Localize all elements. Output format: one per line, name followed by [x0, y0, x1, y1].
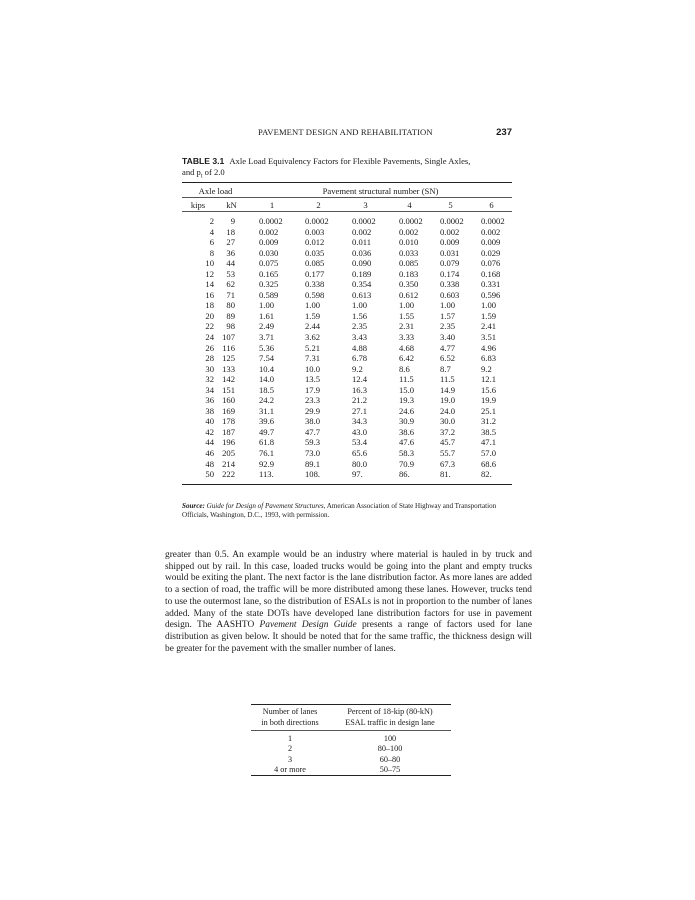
- cell-kn: 196: [222, 437, 235, 448]
- cell-sn4: 11.5: [399, 374, 414, 385]
- cell-sn2: 0.035: [305, 247, 325, 258]
- cell-kips: 36: [205, 395, 214, 406]
- cell-kips: 14: [205, 279, 214, 290]
- cell-percent: 80–100: [377, 744, 403, 754]
- cell-percent: 100: [383, 734, 397, 743]
- cell-kn: 125: [222, 353, 235, 364]
- cell-sn2: 17.9: [305, 384, 321, 395]
- cell-sn3: 27.1: [352, 405, 368, 416]
- lane-distribution-table: [251, 704, 451, 776]
- cell-sn6: 6.83: [481, 353, 497, 364]
- cell-kips: 20: [205, 310, 214, 321]
- cell-sn2: 0.598: [305, 289, 325, 300]
- cell-sn3: 34.3: [352, 416, 368, 427]
- cell-percent: 50–75: [329, 765, 451, 776]
- cell-sn6: 0.168: [481, 268, 501, 279]
- table-row: [182, 311, 512, 322]
- cell-sn2: 0.177: [305, 268, 325, 279]
- cell-sn2: 0.003: [305, 226, 325, 237]
- cell-sn3: 9.2: [352, 363, 363, 374]
- cell-sn2: 5.21: [305, 342, 321, 353]
- table-row: [182, 269, 512, 280]
- col-header-kips: kips: [182, 198, 214, 212]
- cell-sn5: 2.35: [440, 321, 456, 332]
- cell-sn2: 59.3: [305, 437, 321, 448]
- cell-lanes: 3: [287, 754, 293, 764]
- cell-kn: 36: [226, 247, 235, 258]
- caption-text: Axle Load Equivalency Factors for Flexible Pavements, Single Axles,: [229, 156, 471, 166]
- cell-sn5: 0.031: [440, 247, 460, 258]
- cell-kn: 107: [222, 332, 235, 343]
- cell-kips: 24: [205, 332, 214, 343]
- cell-lanes: 4 or more: [251, 765, 329, 776]
- cell-sn5: 0.009: [440, 237, 460, 248]
- cell-sn3: 16.3: [352, 384, 368, 395]
- cell-sn1: 5.36: [259, 342, 275, 353]
- table-label: TABLE 3.1: [182, 156, 225, 166]
- cell-lanes: 2: [287, 744, 293, 754]
- source-label: Source:: [182, 502, 205, 510]
- cell-sn6: 38.5: [481, 426, 497, 437]
- cell-sn1: 0.009: [259, 237, 279, 248]
- cell-sn1: 14.0: [259, 374, 275, 385]
- cell-kn: 178: [222, 416, 235, 427]
- cell-kips: 16: [205, 289, 214, 300]
- table-row: [182, 237, 512, 248]
- cell-sn1: 113.: [249, 469, 295, 484]
- cell-sn3: 3.43: [352, 332, 368, 343]
- cell-sn6: 0.029: [481, 247, 501, 258]
- cell-kn: 214: [222, 458, 235, 469]
- cell-sn3: 0.011: [352, 237, 372, 248]
- cell-sn3: 0.036: [352, 247, 372, 258]
- cell-sn3: 43.0: [352, 426, 368, 437]
- cell-sn5: 11.5: [440, 374, 455, 385]
- cell-sn5: 14.9: [440, 384, 456, 395]
- table-row: [182, 469, 512, 484]
- axle-load-group-header: Axle load: [182, 183, 249, 198]
- lane-row: [251, 755, 451, 765]
- cell-kips: 28: [205, 353, 214, 364]
- cell-sn1: 24.2: [259, 395, 275, 406]
- cell-kn: 9: [230, 216, 235, 226]
- axle-load-equivalency-table: [182, 182, 512, 485]
- cell-sn4: 24.6: [399, 405, 415, 416]
- cell-sn1: 0.030: [259, 247, 279, 258]
- group-header-row: [182, 183, 512, 198]
- page-header: [182, 127, 512, 141]
- page-number: 237: [496, 127, 512, 138]
- cell-sn3: 6.78: [352, 353, 368, 364]
- col-header-sn5: 5: [430, 198, 471, 212]
- cell-sn6: 0.596: [481, 289, 501, 300]
- cell-sn2: 2.44: [305, 321, 321, 332]
- cell-sn5: 0.002: [440, 226, 460, 237]
- table-row: [182, 258, 512, 269]
- cell-sn6: 68.6: [481, 458, 497, 469]
- cell-sn4: 0.0002: [399, 216, 423, 226]
- cell-sn4: 47.6: [399, 437, 415, 448]
- cell-sn4: 0.085: [399, 258, 419, 269]
- cell-kn: 53: [226, 268, 235, 279]
- cell-kn: 18: [226, 226, 235, 237]
- cell-sn1: 3.71: [259, 332, 275, 343]
- cell-sn6: 15.6: [481, 384, 497, 395]
- cell-kips: 40: [205, 416, 214, 427]
- cell-sn1: 31.1: [259, 405, 275, 416]
- table-row: [182, 427, 512, 438]
- cell-sn1: 61.8: [259, 437, 275, 448]
- cell-kips: 6: [209, 237, 214, 248]
- cell-sn2: 7.31: [305, 353, 321, 364]
- cell-sn2: 3.62: [305, 332, 321, 343]
- cell-kips: 12: [205, 268, 214, 279]
- cell-kips: 18: [205, 300, 214, 311]
- table-row: [182, 321, 512, 332]
- lane-row: [251, 744, 451, 754]
- cell-sn2: 73.0: [305, 448, 321, 459]
- table-row: [182, 416, 512, 427]
- cell-sn5: 55.7: [440, 448, 456, 459]
- cell-sn1: 1.00: [259, 300, 275, 311]
- cell-sn1: 0.165: [259, 268, 279, 279]
- cell-sn2: 1.00: [305, 300, 321, 311]
- cell-kn: 205: [222, 448, 235, 459]
- cell-sn4: 0.183: [399, 268, 419, 279]
- cell-sn1: 0.002: [259, 226, 279, 237]
- table-row: [182, 406, 512, 417]
- cell-sn4: 15.0: [399, 384, 415, 395]
- cell-sn1: 76.1: [259, 448, 275, 459]
- cell-sn4: 4.68: [399, 342, 415, 353]
- col-header-sn6: 6: [471, 198, 512, 212]
- table-row: [182, 248, 512, 259]
- cell-sn2: 23.3: [305, 395, 321, 406]
- cell-sn3: 12.4: [352, 374, 368, 385]
- cell-sn2: 47.7: [305, 426, 321, 437]
- cell-sn5: 45.7: [440, 437, 456, 448]
- table-row: [182, 300, 512, 311]
- table-row: [182, 212, 512, 227]
- cell-sn5: 0.079: [440, 258, 460, 269]
- cell-kn: 160: [222, 395, 235, 406]
- cell-kn: 71: [226, 289, 235, 300]
- cell-kips: 46: [205, 448, 214, 459]
- paragraph-italic-title: Pavement Design Guide: [259, 620, 357, 631]
- col-header-kn: kN: [214, 198, 249, 212]
- lane-header-row: [251, 705, 451, 731]
- lane-col-header-lanes: [251, 705, 329, 731]
- cell-kn: 62: [226, 279, 235, 290]
- cell-sn3: 0.002: [352, 226, 372, 237]
- cell-sn5: 1.57: [440, 310, 456, 321]
- paragraph-text-2: presents a range of factors used for lane distribution as given below. It should be noted that for the same traffic, the thickness design will be greater for the pavement with the smaller number of lanes.: [165, 620, 533, 654]
- lane-col-header-percent: [329, 705, 451, 731]
- cell-kips: 10: [205, 258, 214, 269]
- cell-sn3: 2.35: [352, 321, 368, 332]
- cell-sn6: 4.96: [481, 342, 497, 353]
- cell-sn5: 67.3: [440, 458, 456, 469]
- cell-lanes: 1: [287, 734, 293, 743]
- cell-sn6: 1.00: [481, 300, 497, 311]
- cell-kips: 2: [209, 216, 214, 226]
- cell-sn1: 39.6: [259, 416, 275, 427]
- cell-kn: 27: [226, 237, 235, 248]
- running-title: PAVEMENT DESIGN AND REHABILITATION: [258, 127, 433, 137]
- cell-sn1: 92.9: [259, 458, 275, 469]
- cell-sn3: 0.0002: [352, 216, 376, 226]
- cell-sn6: 0.0002: [481, 216, 505, 226]
- cell-kips: 48: [205, 458, 214, 469]
- cell-sn1: 0.0002: [259, 216, 283, 226]
- caption-subscript: t: [200, 173, 203, 180]
- cell-sn5: 8.7: [440, 363, 451, 374]
- cell-kips: 38: [205, 405, 214, 416]
- cell-sn1: 18.5: [259, 384, 275, 395]
- cell-kips: 4: [209, 226, 214, 237]
- cell-sn2: 13.5: [305, 374, 321, 385]
- table-row: [182, 353, 512, 364]
- column-header-row: [182, 198, 512, 212]
- cell-sn4: 70.9: [399, 458, 415, 469]
- lane-row: [251, 731, 451, 745]
- cell-sn2: 10.0: [305, 363, 321, 374]
- cell-kn: 133: [222, 363, 235, 374]
- cell-kips: 50: [182, 469, 214, 484]
- cell-kips: 8: [209, 247, 214, 258]
- cell-sn6: 25.1: [481, 405, 497, 416]
- cell-sn3: 65.6: [352, 448, 368, 459]
- caption-text-2: and p: [182, 167, 201, 177]
- cell-sn4: 8.6: [399, 363, 410, 374]
- cell-sn1: 0.325: [259, 279, 279, 290]
- cell-sn6: 0.076: [481, 258, 501, 269]
- table-row: [182, 374, 512, 385]
- cell-sn4: 0.033: [399, 247, 419, 258]
- table-row: [182, 448, 512, 459]
- cell-kn: 187: [222, 426, 235, 437]
- cell-sn4: 58.3: [399, 448, 415, 459]
- cell-sn5: 37.2: [440, 426, 456, 437]
- lane-col-header-lanes-line2: in both directions: [261, 717, 319, 727]
- cell-sn5: 6.52: [440, 353, 456, 364]
- cell-sn5: 81.: [430, 469, 471, 484]
- cell-sn3: 1.56: [352, 310, 368, 321]
- cell-sn4: 1.00: [399, 300, 415, 311]
- cell-kips: 32: [205, 374, 214, 385]
- cell-sn4: 86.: [389, 469, 430, 484]
- cell-sn1: 0.589: [259, 289, 279, 300]
- cell-sn2: 29.9: [305, 405, 321, 416]
- cell-sn4: 19.3: [399, 395, 415, 406]
- lane-col-header-lanes-line1: Number of lanes: [262, 707, 318, 716]
- col-header-sn2: 2: [295, 198, 342, 212]
- cell-sn3: 97.: [342, 469, 389, 484]
- table-row: [182, 364, 512, 375]
- cell-kn: 142: [222, 374, 235, 385]
- cell-sn3: 53.4: [352, 437, 368, 448]
- cell-sn6: 3.51: [481, 332, 497, 343]
- lane-col-header-percent-line1: Percent of 18-kip (80-kN): [347, 707, 433, 716]
- cell-sn5: 1.00: [440, 300, 456, 311]
- cell-sn6: 31.2: [481, 416, 497, 427]
- table-row: [182, 290, 512, 301]
- cell-sn3: 0.090: [352, 258, 372, 269]
- cell-kn: 222: [214, 469, 249, 484]
- table-row: [182, 332, 512, 343]
- cell-kn: 169: [222, 405, 235, 416]
- cell-sn4: 0.350: [399, 279, 419, 290]
- caption-text-3: of 2.0: [202, 167, 225, 177]
- cell-sn1: 7.54: [259, 353, 275, 364]
- cell-sn3: 1.00: [352, 300, 368, 311]
- cell-sn6: 57.0: [481, 448, 497, 459]
- cell-sn2: 0.085: [305, 258, 325, 269]
- cell-sn1: 10.4: [259, 363, 275, 374]
- cell-sn5: 24.0: [440, 405, 456, 416]
- cell-sn5: 0.338: [440, 279, 460, 290]
- cell-sn4: 38.6: [399, 426, 415, 437]
- cell-kn: 98: [226, 321, 235, 332]
- cell-kn: 151: [222, 384, 235, 395]
- cell-sn6: 0.331: [481, 279, 501, 290]
- cell-sn6: 82.: [471, 469, 512, 484]
- cell-sn5: 19.0: [440, 395, 456, 406]
- cell-sn3: 21.2: [352, 395, 368, 406]
- cell-sn2: 0.338: [305, 279, 325, 290]
- cell-kn: 80: [226, 300, 235, 311]
- table-row: [182, 459, 512, 470]
- cell-sn5: 30.0: [440, 416, 456, 427]
- col-header-sn4: 4: [389, 198, 430, 212]
- cell-sn1: 49.7: [259, 426, 275, 437]
- cell-sn4: 2.31: [399, 321, 415, 332]
- table-row: [182, 437, 512, 448]
- table-row: [182, 279, 512, 290]
- cell-sn4: 3.33: [399, 332, 415, 343]
- table-caption: [182, 156, 512, 183]
- cell-sn6: 0.009: [481, 237, 501, 248]
- cell-kips: 42: [205, 426, 214, 437]
- cell-sn1: 2.49: [259, 321, 275, 332]
- cell-sn4: 1.55: [399, 310, 415, 321]
- cell-sn4: 6.42: [399, 353, 415, 364]
- cell-sn6: 19.9: [481, 395, 497, 406]
- col-header-sn1: 1: [249, 198, 295, 212]
- paragraph-text-1: greater than 0.5. An example would be an industry where material is hauled in by truck and shipped out by rail. In this case, loaded trucks would be going into the plant and empty trucks would be exiting the plant. The next factor is the lane distribution factor. As more lanes are added to a section of road, the traffic will be more distributed among these lanes. However, trucks tend to use the outermost lane, so the distribution of ESALs is not in proportion to the number of lanes added. Many of the state DOTs have developed lane distribution factors for use in pavement design. The AASHTO: [165, 550, 532, 631]
- table-row: [182, 343, 512, 354]
- cell-kn: 89: [226, 310, 235, 321]
- source-rest: American Association of State Highway and Transportation Officials, Washington, D.C., 1993, with permission.: [182, 502, 497, 520]
- cell-kips: 34: [205, 384, 214, 395]
- cell-kips: 44: [205, 437, 214, 448]
- cell-sn3: 80.0: [352, 458, 368, 469]
- cell-sn5: 0.174: [440, 268, 460, 279]
- cell-sn6: 2.41: [481, 321, 497, 332]
- cell-sn4: 0.010: [399, 237, 419, 248]
- table-source-note: [182, 502, 514, 521]
- cell-sn5: 0.603: [440, 289, 460, 300]
- cell-sn2: 1.59: [305, 310, 321, 321]
- cell-sn4: 30.9: [399, 416, 415, 427]
- col-header-sn3: 3: [342, 198, 389, 212]
- cell-sn2: 38.0: [305, 416, 321, 427]
- table-row: [182, 395, 512, 406]
- cell-kn: 44: [226, 258, 235, 269]
- lane-row: [251, 765, 451, 776]
- sn-group-header: Pavement structural number (SN): [249, 183, 512, 198]
- cell-sn2: 89.1: [305, 458, 321, 469]
- cell-sn2: 0.0002: [305, 216, 329, 226]
- table-row: [182, 385, 512, 396]
- cell-sn5: 3.40: [440, 332, 456, 343]
- cell-sn1: 0.075: [259, 258, 279, 269]
- cell-sn6: 47.1: [481, 437, 497, 448]
- cell-kn: 116: [222, 342, 235, 353]
- lane-col-header-percent-line2: ESAL traffic in design lane: [345, 717, 435, 727]
- cell-sn3: 0.613: [352, 289, 372, 300]
- cell-kips: 30: [205, 363, 214, 374]
- cell-sn1: 1.61: [259, 310, 275, 321]
- cell-sn5: 4.77: [440, 342, 456, 353]
- cell-sn5: 0.0002: [440, 216, 464, 226]
- cell-kips: 22: [205, 321, 214, 332]
- cell-sn4: 0.612: [399, 289, 419, 300]
- cell-sn3: 4.88: [352, 342, 368, 353]
- cell-sn3: 0.189: [352, 268, 372, 279]
- cell-percent: 60–80: [379, 754, 401, 764]
- cell-sn3: 0.354: [352, 279, 372, 290]
- cell-kips: 26: [205, 342, 214, 353]
- cell-sn6: 12.1: [481, 374, 497, 385]
- table-row: [182, 227, 512, 238]
- cell-sn2: 108.: [295, 469, 342, 484]
- cell-sn4: 0.002: [399, 226, 419, 237]
- cell-sn6: 1.59: [481, 310, 497, 321]
- cell-sn2: 0.012: [305, 237, 325, 248]
- source-title: Guide for Design of Pavement Structures,: [206, 502, 326, 510]
- body-paragraph: [165, 550, 532, 655]
- cell-sn6: 9.2: [481, 363, 492, 374]
- cell-sn6: 0.002: [481, 226, 501, 237]
